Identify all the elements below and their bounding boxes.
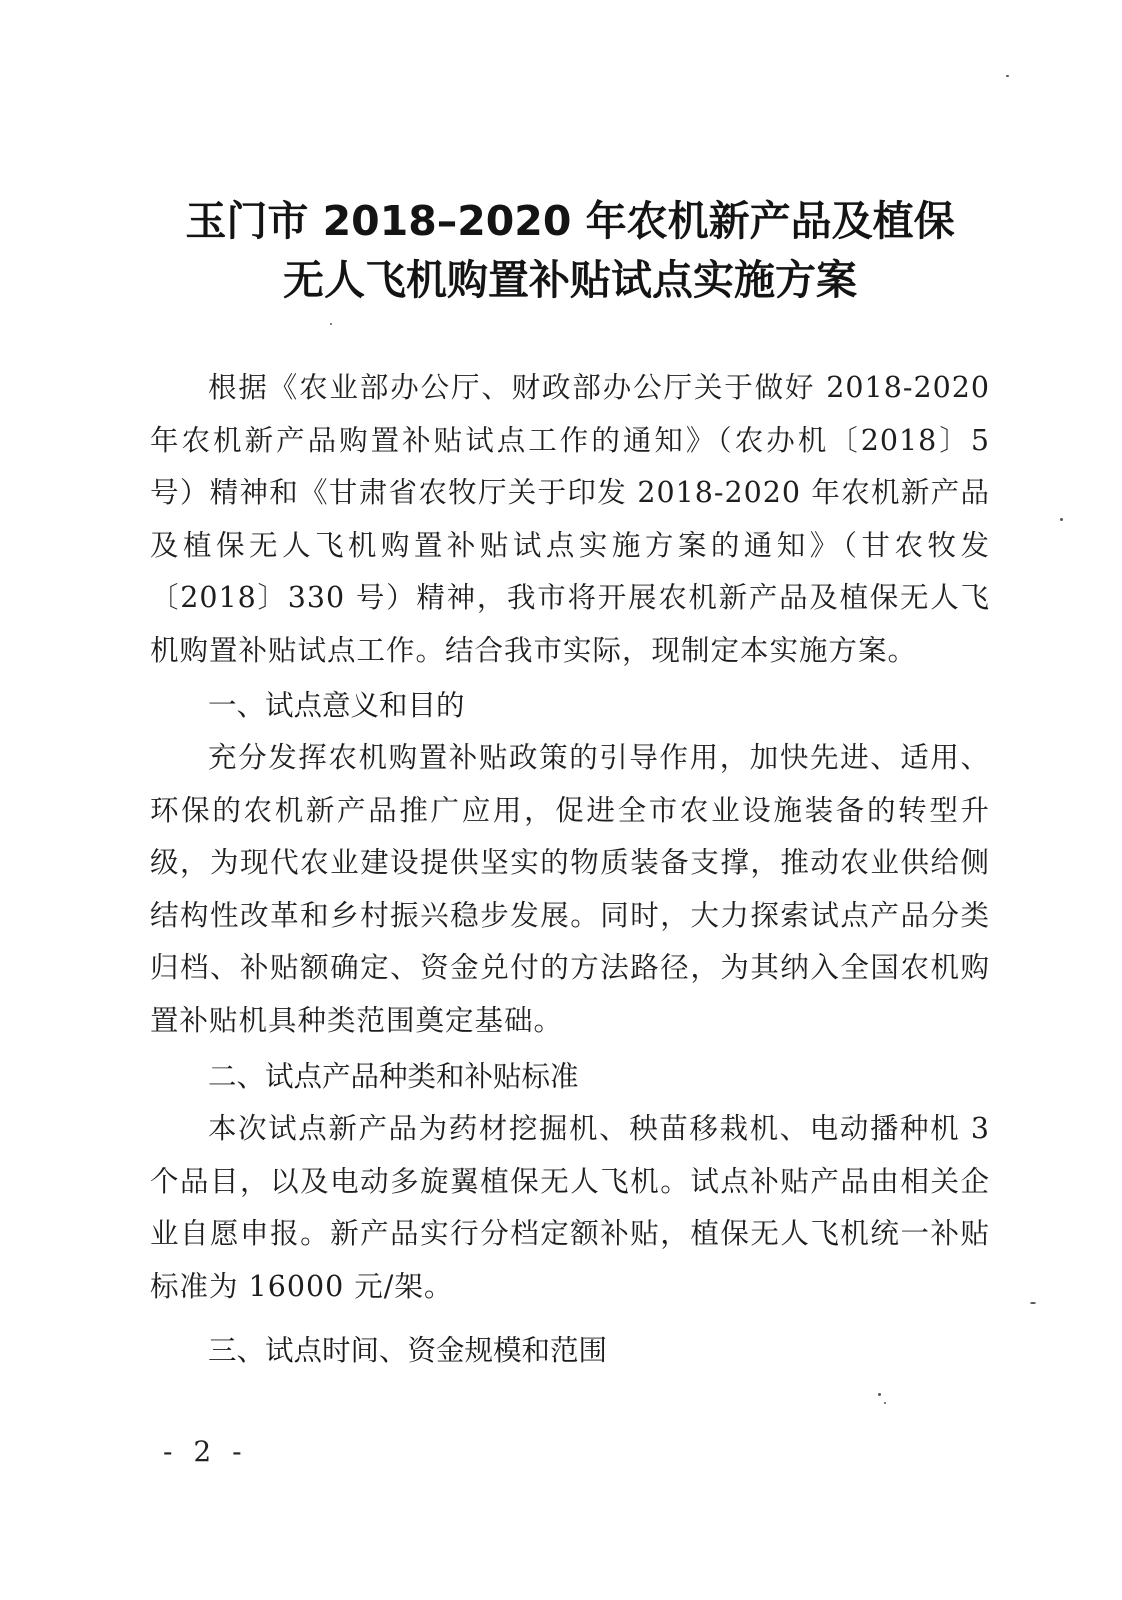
scan-speck <box>884 1402 886 1404</box>
scan-speck <box>1030 1302 1036 1304</box>
intro-paragraph-text: 根据《农业部办公厅、财政部办公厅关于做好 2018-2020 年农机新产品购置补贴试点工作的通知》（农办机〔2018〕5 号）精神和《甘肃省农牧厅关于印发 2018-2020 年农机新产品及植保无人飞机购置补贴试点实施方案的通知》（甘农牧发〔2018〕330 号）精神，我市将开展农机新产品及植保无人飞机购置补贴试点工作。结合我市实际，现制定本实施方案。 <box>150 371 990 667</box>
scan-speck <box>330 323 332 325</box>
intro-paragraph <box>150 362 990 677</box>
section-2-paragraph <box>150 1103 990 1313</box>
section-1-paragraph <box>150 732 990 1047</box>
section-1-paragraph-text: 充分发挥农机购置补贴政策的引导作用，加快先进、适用、环保的农机新产品推广应用，促进全市农业设施装备的转型升级，为现代农业建设提供坚实的物质装备支撑，推动农业供给侧结构性改革和乡村振兴稳步发展。同时，大力探索试点产品分类归档、补贴额确定、资金兑付的方法路径，为其纳入全国农机购置补贴机具种类范围奠定基础。 <box>150 741 990 1037</box>
document-title-line-1: 玉门市 2018–2020 年农机新产品及植保 <box>185 197 955 245</box>
scan-speck <box>878 1393 881 1396</box>
scan-speck <box>1060 518 1063 521</box>
section-3-heading: 三、试点时间、资金规模和范围 <box>208 1334 608 1367</box>
page-number: - 2 - <box>163 1435 248 1468</box>
section-2-heading: 二、试点产品种类和补贴标准 <box>208 1060 579 1093</box>
section-2-paragraph-text: 本次试点新产品为药材挖掘机、秧苗移栽机、电动播种机 3 个品目，以及电动多旋翼植保无人飞机。试点补贴产品由相关企业自愿申报。新产品实行分档定额补贴，植保无人飞机统一补贴标准为 16000 元/架。 <box>150 1112 990 1303</box>
scan-speck <box>1006 75 1009 77</box>
document-title-line-2: 无人飞机购置补贴试点实施方案 <box>283 256 857 304</box>
section-1-heading: 一、试点意义和目的 <box>208 689 465 722</box>
